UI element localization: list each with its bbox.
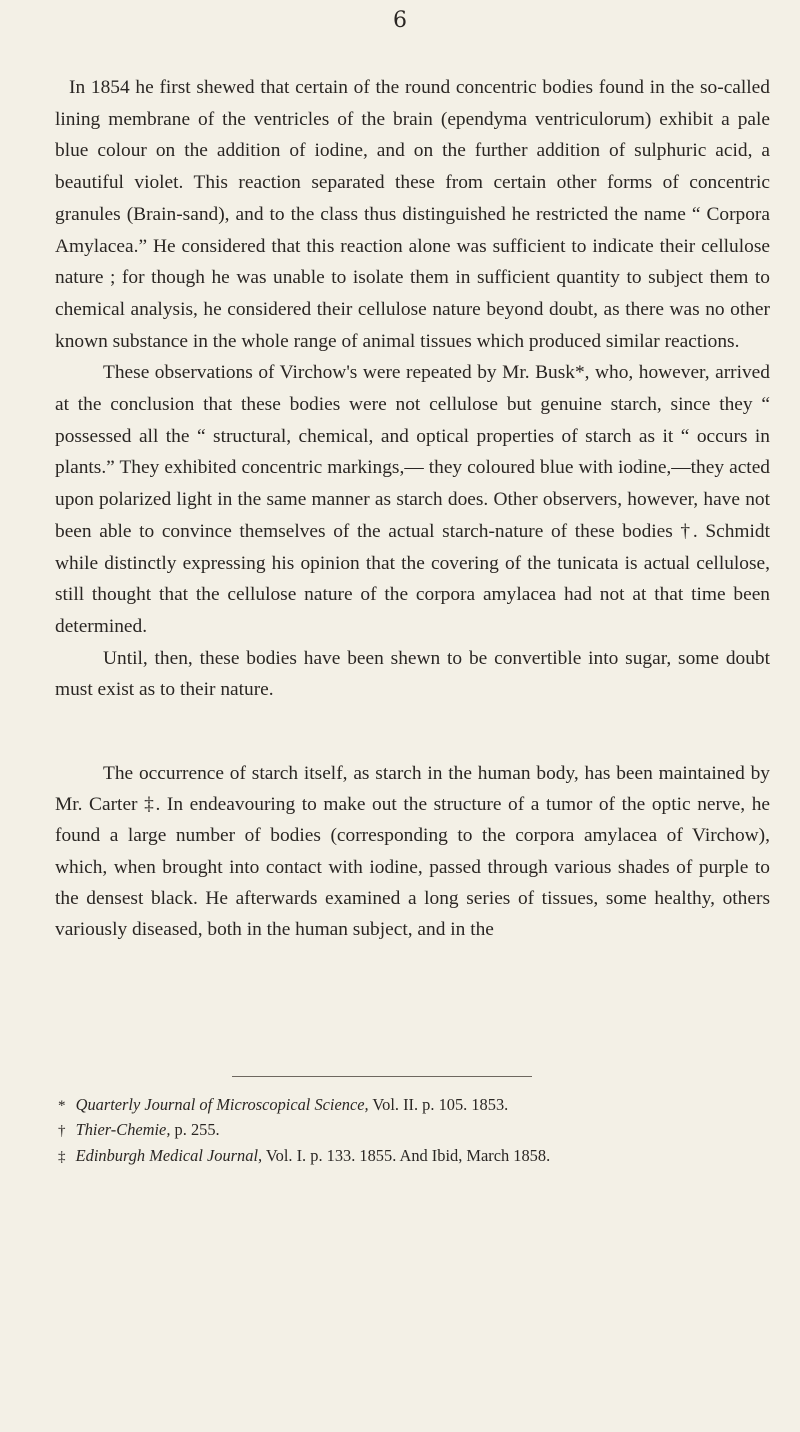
page-number: 6 [393,8,407,33]
body-text [55,72,770,945]
footnote [58,1093,770,1118]
paragraph: The occurrence of starch itself, as starch in the human body, has been maintained by Mr. Carter ‡. In endeavouring to make out the structure of a tumor of the optic nerve, he found a large number of bodies (corresponding to the corpora amylacea of Virchow), which, when brought into contact with iodine, passed through various shades of purple to the densest black. He afterwards examined a long series of tissues, some healthy, others variously diseased, both in the human subject, and in the [55,763,770,941]
footnote [58,1144,770,1169]
footnote [58,1118,770,1143]
footnote-detail: Vol. II. p. 105. 1853. [372,1095,509,1114]
footnote-mark: ‡ [58,1148,66,1165]
footnote-detail: Vol. I. p. 133. 1855. And Ibid, March 1858. [265,1145,551,1165]
footnote-divider [232,1076,532,1077]
footnote-mark: † [58,1123,66,1140]
footnote-source: Thier-Chemie, [75,1120,171,1140]
paragraph: Until, then, these bodies have been shewn to be convertible into sugar, some doubt must exist as to their nature. [55,647,770,701]
footnotes [58,1093,770,1169]
footnote-detail: p. 255. [174,1120,220,1140]
footnote-mark: * [58,1098,66,1114]
paragraph: In 1854 he first shewed that certain of the round concentric bodies found in the so-called lining membrane of the ventricles of the brain (ependyma ventriculorum) exhibit a pale blue colour on the addition of iodine, and on the further addition of sulphuric acid, a beautiful violet. This reaction separated these from certain other forms of concentric granules (Brain-sand), and to the class thus distinguished he restricted the name “ Corpora Amylacea.” He considered that this reaction alone was sufficient to indicate their cellulose nature ; for though he was unable to isolate them in sufficient quantity to subject them to chemical analysis, he considered their cellulose nature beyond doubt, as there was no other known substance in the whole range of animal tissues which produced similar reactions. [55,77,770,352]
paragraph: These observations of Virchow's were repeated by Mr. Busk*, who, however, arrived at the conclusion that these bodies were not cellulose but genuine starch, since they “ possessed all the “ structural, chemical, and optical properties of starch as it “ occurs in plants.” They exhibited concentric markings,— they coloured blue with iodine,—they acted upon polarized light in the same manner as starch does. Other observers, however, have not been able to convince themselves of the actual starch-nature of these bodies †. Schmidt while distinctly expressing his opinion that the covering of the tunicata is actual cellulose, still thought that the cellulose nature of the corpora amylacea had not at that time been determined. [55,362,770,637]
footnote-source: Edinburgh Medical Journal, [75,1145,263,1165]
footnote-source: Quarterly Journal of Microscopical Science, [75,1095,369,1114]
